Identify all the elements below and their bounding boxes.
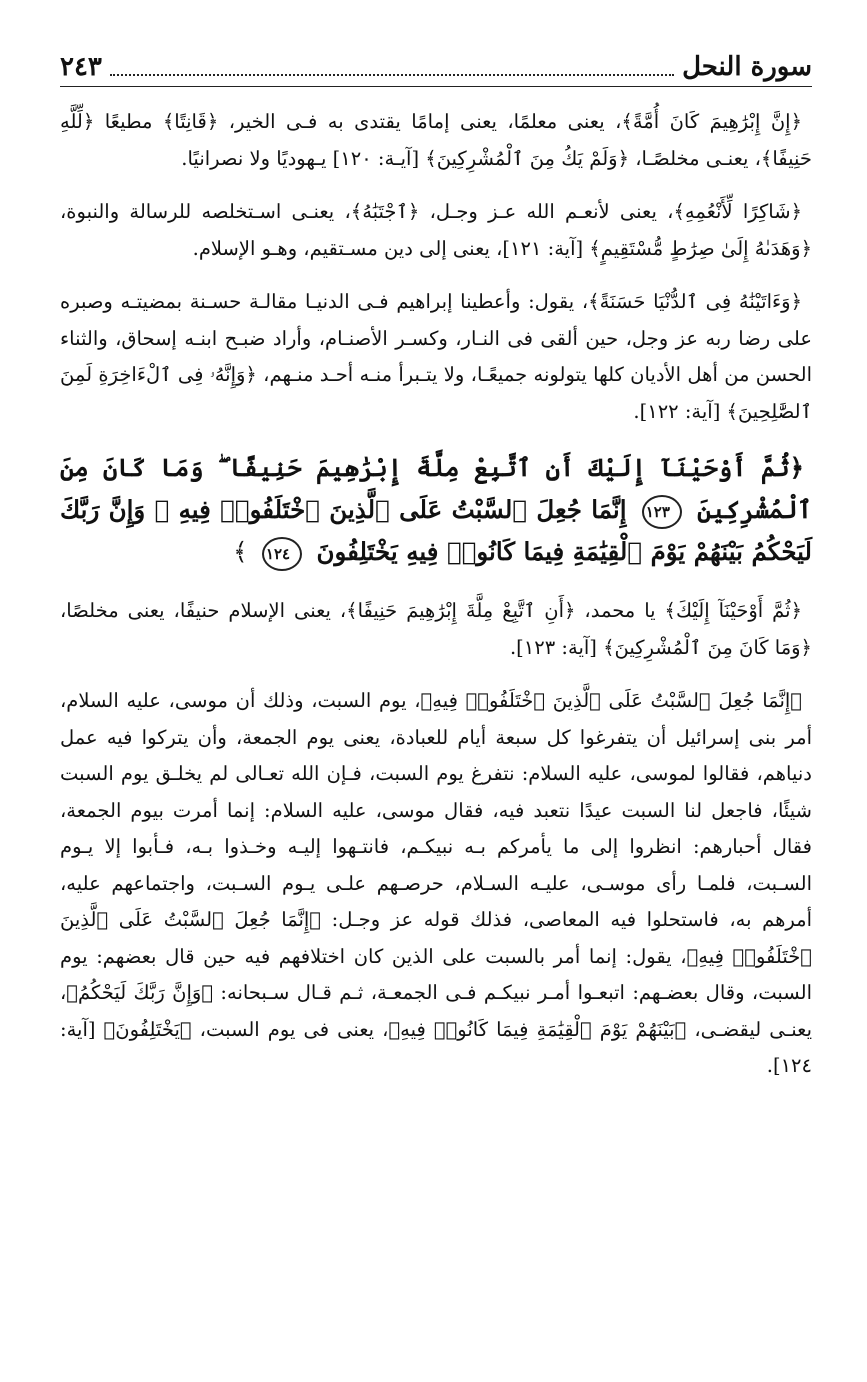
- header-dot-leader: [110, 73, 674, 76]
- commentary-paragraph-4: ﴿ثُمَّ أَوْحَيْنَآ إِلَيْكَ﴾ يا محمد، ﴿أَنِ ٱتَّبِعْ مِلَّةَ إِبْرَٰهِيمَ حَنِيفًا﴾، يعنى الإسلام حنيفًا، يعنى مخلصًا، ﴿وَمَا كَانَ مِنَ ٱلْمُشْرِكِينَ﴾ [آية: ١٢٣].: [60, 599, 812, 659]
- verse-text-1: ﴿ثُمَّ أَوْحَيْنَآ إِلَيْكَ أَنِ ٱتَّبِعْ مِلَّةَ إِبْرَٰهِيمَ حَنِيفًا ۖ وَمَا كَانَ مِنَ ٱلْمُشْرِكِينَ: [60, 453, 812, 524]
- page-body: [60, 104, 812, 1102]
- page-number: ٢٤٣: [60, 52, 102, 82]
- commentary-paragraph-1: ﴿إِنَّ إِبْرَٰهِيمَ كَانَ أُمَّةً﴾، يعنى معلمًا، يعنى إمامًا يقتدى به فـى الخير، ﴿قَانِتًا﴾ مطيعًا ﴿لِّلَّهِ حَنِيفًا﴾، يعنـى مخلصًـا، ﴿وَلَمْ يَكُ مِنَ ٱلْمُشْرِكِينَ﴾ [آيـة: ١٢٠] يـهوديًا ولا نصرانيًا.: [60, 110, 812, 170]
- commentary-paragraph-5: ﴿إِنَّمَا جُعِلَ ٱلسَّبْتُ عَلَى ٱلَّذِينَ ٱخْتَلَفُوا۟ فِيهِ﴾، يوم السبت، وذلك أن موسى، عليه السلام، أمر بنى إسرائيل أن يتفرغوا كل سبعة أيام للعبادة، يعنى يوم الجمعة، وأن يتركوا فيه عمل دنياهم، فقالوا لموسى، عليه السلام: نتفرغ يوم السبت، فـإن الله تعـالى لم يخلـق يوم السبت شيئًا، فاجعل لنا السبت عيدًا نتعبد فيه، فقال موسى، عليه السلام: إنما أمرت بيوم الجمعة، فقال أحبارهم: انظروا إلى ما يأمركم بـه نبيكـم، فانتـهوا إليـه وخـذوا بـه، فـأبوا إلا يـوم السـبت، فلمـا رأى موسـى، عليـه السـلام، حرصـهم علـى يـوم السـبت، واجتماعهم عليه، أمرهم به، فاستحلوا فيه المعاصى، فذلك قوله عز وجـل: ﴿إِنَّمَا جُعِلَ ٱلسَّبْتُ عَلَى ٱلَّذِينَ ٱخْتَلَفُوا۟ فِيهِ﴾، يقول: إنما أمر بالسبت على الذين كان اختلافهم فيه حين قال بعضهم: يوم السبت، وقال بعضـهم: اتبعـوا أمـر نبيكـم فـى الجمعـة، ثـم قـال سـبحانه: ﴿وَإِنَّ رَبَّكَ لَيَحْكُمُ﴾، يعنـى ليقضـى، ﴿بَيْنَهُمْ يَوْمَ ٱلْقِيَٰمَةِ فِيمَا كَانُوا۟ فِيهِ﴾، يعنى فى يوم السبت، ﴿يَخْتَلِفُونَ﴾ [آية: ١٢٤].: [60, 689, 812, 1077]
- ayah-number-marker: ١٢٣: [642, 495, 682, 529]
- verse-closing-bracket: ﴾: [233, 537, 248, 566]
- ayah-number-marker: ١٢٤: [262, 537, 302, 571]
- surah-title: سورة النحل: [682, 52, 812, 82]
- verse-text-2: إِنَّمَا جُعِلَ ٱلسَّبْتُ عَلَى ٱلَّذِينَ ٱخْتَلَفُوا۟ فِيهِ ۚ وَإِنَّ رَبَّكَ لَيَحْكُمُ بَيْنَهُمْ يَوْمَ ٱلْقِيَٰمَةِ فِيمَا كَانُوا۟ فِيهِ يَخْتَلِفُونَ: [60, 495, 812, 566]
- commentary-paragraph-3: ﴿وَءَاتَيْنَٰهُ فِى ٱلدُّنْيَا حَسَنَةً﴾، يقول: وأعطينا إبراهيم فـى الدنيـا مقالـة حسـنة بمضيتـه وصبره على رضا ربه عز وجل، حين ألقى فى النـار، وكسـر الأصنـام، وأراد ضبـح ابنـه إسحاق، والثناء الحسن من أهل الأديان كلها يتولونه جميعًـا، ولا يتـبرأ منـه أحـد منـهم، ﴿وَإِنَّهُۥ فِى ٱلْءَاخِرَةِ لَمِنَ ٱلصَّٰلِحِينَ﴾ [آية: ١٢٢].: [60, 290, 812, 423]
- quran-verse-block: [60, 447, 812, 573]
- commentary-paragraph-2: ﴿شَاكِرًا لِّأَنْعُمِهِ﴾، يعنى لأنعـم الله عـز وجـل، ﴿ٱجْتَبَٰهُ﴾، يعنـى اسـتخلصه للرسالة والنبوة، ﴿وَهَدَىٰهُ إِلَىٰ صِرَٰطٍ مُّسْتَقِيمٍ﴾ [آية: ١٢١]، يعنى إلى دين مسـتقيم، وهـو الإسلام.: [60, 200, 812, 260]
- page-header: [60, 46, 812, 87]
